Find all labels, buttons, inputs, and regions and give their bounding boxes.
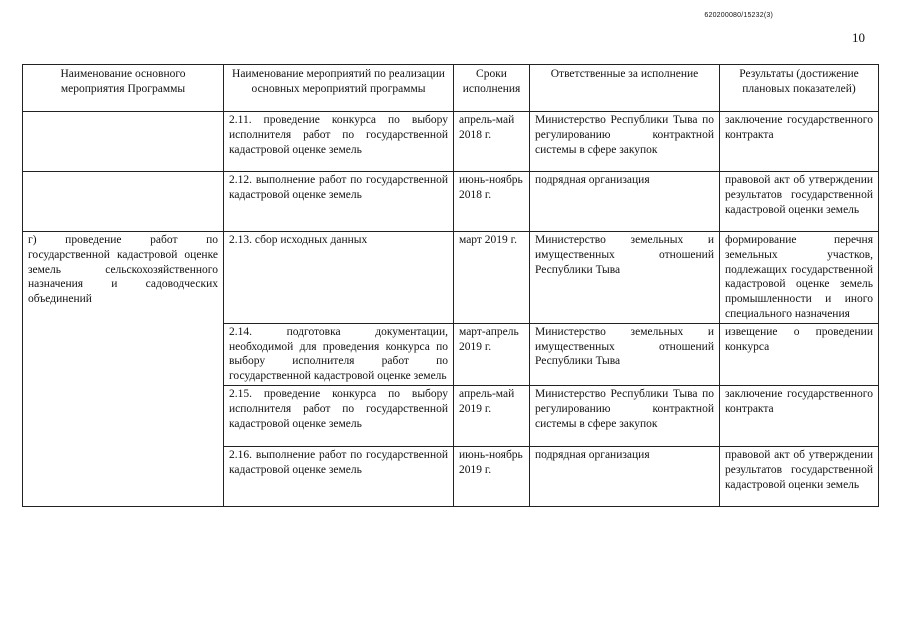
responsible-cell: подрядная организация xyxy=(530,446,720,506)
program-activities-table xyxy=(22,64,879,507)
responsible-cell: подрядная организация xyxy=(530,172,720,232)
table-row xyxy=(23,112,879,172)
table-header-row xyxy=(23,65,879,112)
deadline-cell: март 2019 г. xyxy=(454,232,530,324)
page-number: 10 xyxy=(852,30,865,45)
result-cell: заключение государственного контракта xyxy=(720,385,879,446)
deadline-cell: апрель-май 2019 г. xyxy=(454,385,530,446)
deadline-cell: апрель-май 2018 г. xyxy=(454,112,530,172)
responsible-cell: Министерство земельных и имущественных отношений Республики Тыва xyxy=(530,323,720,385)
activity-cell: 2.16. выполнение работ по государственной кадастровой оценке земель xyxy=(224,446,454,506)
responsible-cell: Министерство Республики Тыва по регулированию контрактной системы в сфере закупок xyxy=(530,112,720,172)
table-row xyxy=(23,232,879,324)
result-cell: заключение государственного контракта xyxy=(720,112,879,172)
activity-cell: 2.14. подготовка документации, необходимой для проведения конкурса по выбору исполнителя работ по государственной кадастровой оценке земель xyxy=(224,323,454,385)
deadline-cell: июнь-ноябрь 2018 г. xyxy=(454,172,530,232)
document-code: 620200080/15232(3) xyxy=(704,12,773,19)
result-cell: извещение о проведении конкурса xyxy=(720,323,879,385)
activity-cell: 2.15. проведение конкурса по выбору исполнителя работ по государственной кадастровой оценке земель xyxy=(224,385,454,446)
activity-cell: 2.11. проведение конкурса по выбору исполнителя работ по государственной кадастровой оценке земель xyxy=(224,112,454,172)
deadline-cell: март-апрель 2019 г. xyxy=(454,323,530,385)
main-activity-cell-empty xyxy=(23,172,224,232)
main-activity-cell: г) проведение работ по государственной кадастровой оценке земель сельскохозяйственного назначения и садоводческих объединений xyxy=(23,232,224,507)
result-cell: формирование перечня земельных участков, подлежащих государственной кадастровой оценке земель промышленности и иного специального назначения xyxy=(720,232,879,324)
responsible-cell: Министерство земельных и имущественных отношений Республики Тыва xyxy=(530,232,720,324)
deadline-cell: июнь-ноябрь 2019 г. xyxy=(454,446,530,506)
table-row xyxy=(23,172,879,232)
main-activity-cell-empty xyxy=(23,112,224,172)
header-results: Результаты (достижение плановых показателей) xyxy=(720,65,879,112)
activity-cell: 2.13. сбор исходных данных xyxy=(224,232,454,324)
header-responsible: Ответственные за исполнение xyxy=(530,65,720,112)
header-deadlines: Сроки исполнения xyxy=(454,65,530,112)
header-activities: Наименование мероприятий по реализации основных мероприятий программы xyxy=(224,65,454,112)
responsible-cell: Министерство Республики Тыва по регулированию контрактной системы в сфере закупок xyxy=(530,385,720,446)
result-cell: правовой акт об утверждении результатов государственной кадастровой оценки земель xyxy=(720,172,879,232)
result-cell: правовой акт об утверждении результатов государственной кадастровой оценки земель xyxy=(720,446,879,506)
header-main-activity: Наименование основного мероприятия Программы xyxy=(23,65,224,112)
activity-cell: 2.12. выполнение работ по государственной кадастровой оценке земель xyxy=(224,172,454,232)
